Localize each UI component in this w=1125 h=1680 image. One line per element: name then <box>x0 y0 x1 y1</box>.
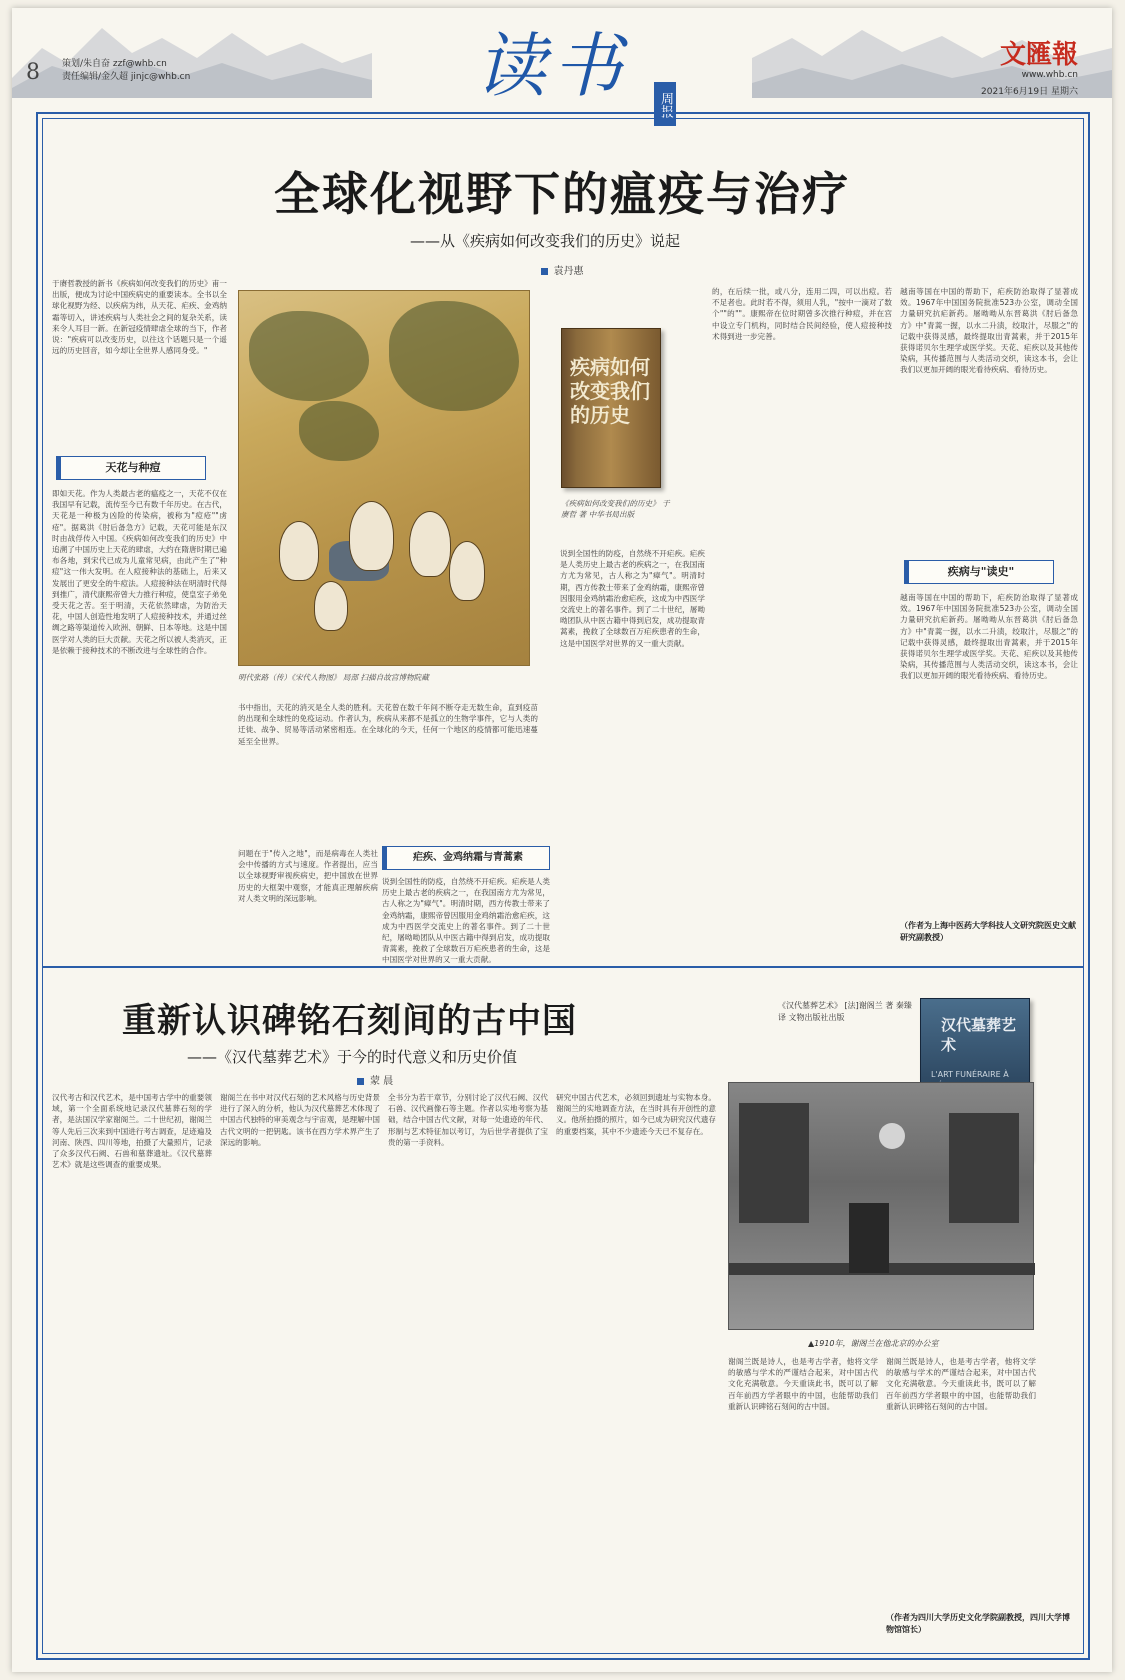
newspaper-brand: 文匯報 <box>999 40 1078 70</box>
article1-col2: 书中指出，天花的消灭是全人类的胜利。天花曾在数千年间不断夺走无数生命，直到疫苗的出现和全球性的免疫运动。作者认为，疾病从来都不是孤立的生物学事件，它与人类的迁徙、战争、贸易等活动紧密相连。在全球化的今天，任何一个地区的疫情都可能迅速蔓延至全世界。 <box>238 703 538 746</box>
article2-subtitle: ——《汉代墓葬艺术》于今的时代意义和历史价值 <box>187 1048 518 1066</box>
historic-photo <box>728 1082 1034 1330</box>
ancient-painting-image <box>238 290 530 666</box>
article1-title: 全球化视野下的瘟疫与治疗 <box>274 167 850 221</box>
book-cover-2-en: L'ART FUNÉRAIRE À <box>931 1070 1009 1079</box>
publication-date: 2021年6月19日 星期六 <box>981 87 1078 97</box>
editor-info <box>62 58 190 84</box>
photo-caption: ▲1910年，谢阁兰在他北京的办公室 <box>808 1339 939 1348</box>
section-masthead: 读书 <box>476 25 628 107</box>
article1-col5: 的，在后续一批，或八分，连用二四，可以出痘。若不足者也。此时若不得，须用人乳，"按中一滴对了数个""的""。康熙帝在位时期曾多次推行种痘，并在宫中设立专门机构，同时结合民间经验，使人痘接种技术得到进一步完善。 <box>712 287 892 341</box>
article1-author-note: （作者为上海中医药大学科技人文研究院医史文献研究副教授） <box>900 921 1076 942</box>
article1-col3: 问题在于"传入之地"，而是病毒在人类社会中传播的方式与速度。作者提出，应当以全球视野审视疾病史，把中国放在世界历史的大框架中观察，才能真正理解疾病对人类文明的深远影响。 <box>238 849 378 903</box>
article2-title: 重新认识碑铭石刻间的古中国 <box>122 1001 577 1041</box>
article1-col4: 说到全国性的防疫，自然绕不开疟疾。疟疾是人类历史上最古老的疾病之一，在我国南方尤为常见，古人称之为"瘴气"。明清时期，西方传教士带来了金鸡纳霜，康熙帝曾因服用金鸡纳霜治愈疟疾，这成为中西医学交流史上的著名事件。到了二十世纪，屠呦呦团队从中医古籍中得到启发，成功提取青蒿素，挽救了全球数百万疟疾患者的生命，这是中国医学对世界的又一重大贡献。 <box>382 877 550 965</box>
author-mark-icon <box>357 1078 364 1085</box>
painting-caption: 明代张路（传）《宋代人物图》 局部 扫描自故宫博物院藏 <box>238 673 429 682</box>
article1-col1: 即如天花。作为人类最古老的瘟疫之一，天花不仅在我国早有记载，流传至今已有数千年历史。在古代，天花是一种极为凶险的传染病，被称为"痘疮""虏疮"。据葛洪《肘后备急方》记载，天花可能是东汉时由战俘传入中国。《疾病如何改变我们的历史》中追溯了中国历史上天花的肆虐，大约在隋唐时期已遍布各地，到宋代已成为儿童常见病，由此产生了"种痘"这一伟大发明。在人痘接种法的基础上，后来又发展出了更安全的牛痘法。人痘接种法在明清时代得到推广，清代康熙帝曾大力推行种痘，使皇室子弟免受天花之苦。至于明清，天花依然肆虐，为防治天花，中国人创造性地发明了人痘接种技术，并通过丝绸之路等渠道传入欧洲、朝鲜、日本等地。这是中国医学对人类的巨大贡献。天花之所以被人类消灭，正是依赖于接种技术的不断改进与全球性的合作。 <box>52 489 227 655</box>
newspaper-page <box>12 8 1112 1672</box>
book-caption-1: 《疾病如何改变我们的历史》 于赓哲 著 中华书局出版 <box>561 499 670 519</box>
site-url: www.whb.cn <box>1021 70 1078 80</box>
article1-section2-head: 疟疾、金鸡纳霜与青蒿素 <box>382 846 550 870</box>
author-mark-icon <box>541 268 548 275</box>
book-cover-2-title: 汉代墓葬艺术 <box>941 1016 1017 1054</box>
article2-col4: 研究中国古代艺术，必须回到遗址与实物本身。谢阁兰的实地调查方法，在当时具有开创性的意义。他所拍摄的照片，如今已成为研究汉代遗存的重要档案，其中不少遗迹今天已不复存在。 <box>556 1093 716 1136</box>
article1-col4b: 说到全国性的防疫，自然绕不开疟疾。疟疾是人类历史上最古老的疾病之一，在我国南方尤为常见，古人称之为"瘴气"。明清时期，西方传教士带来了金鸡纳霜，康熙帝曾因服用金鸡纳霜治愈疟疾，这成为中西医学交流史上的著名事件。到了二十世纪，屠呦呦团队从中医古籍中得到启发，成功提取青蒿素，挽救了全球数百万疟疾患者的生命，这是中国医学对世界的又一重大贡献。 <box>560 549 705 648</box>
page-header <box>12 8 1112 118</box>
article2-author-note: （作者为四川大学历史文化学院副教授，四川大学博物馆馆长） <box>886 1613 1070 1634</box>
editor-line-1: 策划/朱自奋 zzf@whb.cn <box>62 59 167 69</box>
article2-col6: 谢阁兰既是诗人，也是考古学者，他将文学的敏感与学术的严谨结合起来，对中国古代文化充满敬意。今天重读此书，既可以了解百年前西方学者眼中的中国，也能帮助我们重新认识碑铭石刻间的古中国。 <box>886 1357 1036 1411</box>
article2-col1: 汉代考古和汉代艺术，是中国考古学中的重要领域，第一个全面系统地记录汉代墓葬石刻的学者，是法国汉学家谢阁兰。二十世纪初，谢阁兰等人先后三次来到中国进行考古调查，足迹遍及河南、陕西、四川等地，拍摄了大量照片，记录了众多汉代石阙、石兽和墓葬遗址。《汉代墓葬艺术》就是这些调查的重要成果。 <box>52 1093 212 1170</box>
book-info-2: 《汉代墓葬艺术》 [法]谢阁兰 著 秦臻 译 文物出版社出版 <box>778 1001 912 1022</box>
article1-intro: 于赓哲教授的新书《疾病如何改变我们的历史》甫一出版，便成为讨论中国疾病史的重要读本。全书以全球化视野为经、以疾病为纬，从天花、疟疾、金鸡纳霜等切入，讲述疾病与人类社会之间的复杂关系，读来令人耳目一新。在新冠疫情肆虐全球的当下，作者说："疾病可以改变历史，以往这个话题只是一个遥远的历史回音，如今却让全世界人感同身受。" <box>52 279 227 356</box>
mountains-decoration-left <box>12 8 372 98</box>
editor-line-2: 责任编辑/金久超 jinjc@whb.cn <box>62 72 191 82</box>
book-cover-1-title: 疾病如何改变我们的历史 <box>570 355 650 427</box>
article1-author: 袁丹惠 <box>12 262 1112 277</box>
article1-subtitle: ——从《疾病如何改变我们的历史》说起 <box>409 232 680 250</box>
article1-section3-head: 疾病与"读史" <box>904 560 1054 584</box>
article2-col2: 谢阁兰在书中对汉代石刻的艺术风格与历史背景进行了深入的分析，他认为汉代墓葬艺术体现了中国古代独特的审美观念与宇宙观，是理解中国古代文明的一把钥匙。该书在西方学术界产生了深远的影响。 <box>220 1093 380 1147</box>
article1-col7: 越南等国在中国的帮助下，疟疾防治取得了显著成效。1967年中国国务院批准523办公室，调动全国力量研究抗疟新药。屠呦呦从东晋葛洪《肘后备急方》中"青蒿一握，以水二升渍，绞取汁，尽服之"的记载中获得灵感，最终提取出青蒿素，并于2015年获得诺贝尔生理学或医学奖。天花、疟疾以及其他传染病，其传播范围与人类活动交织，读这本书，会让我们以更加开阔的眼光看待疾病、看待历史。 <box>900 593 1078 681</box>
article2-col5: 谢阁兰既是诗人，也是考古学者，他将文学的敏感与学术的严谨结合起来，对中国古代文化充满敬意。今天重读此书，既可以了解百年前西方学者眼中的中国，也能帮助我们重新认识碑铭石刻间的古中国。 <box>728 1357 878 1411</box>
article2-author: 蒙 晨 <box>357 1072 393 1087</box>
article2-col3: 全书分为若干章节，分别讨论了汉代石阙、汉代石兽、汉代画像石等主题。作者以实地考察为基础，结合中国古代文献，对每一处遗迹的年代、形制与艺术特征加以考订，为后世学者提供了宝贵的第一手资料。 <box>388 1093 548 1147</box>
article1-col6: 越南等国在中国的帮助下，疟疾防治取得了显著成效。1967年中国国务院批准523办公室，调动全国力量研究抗疟新药。屠呦呦从东晋葛洪《肘后备急方》中"青蒿一握，以水二升渍，绞取汁，尽服之"的记载中获得灵感，最终提取出青蒿素，并于2015年获得诺贝尔生理学或医学奖。天花、疟疾以及其他传染病，其传播范围与人类活动交织，读这本书，会让我们以更加开阔的眼光看待疾病、看待历史。 <box>900 287 1078 375</box>
article-divider <box>42 966 1084 968</box>
page-number: 8 <box>26 60 40 85</box>
section-stamp: 周报 <box>654 82 676 126</box>
book-cover-1 <box>561 328 661 488</box>
article1-section1-head: 天花与种痘 <box>56 456 206 480</box>
